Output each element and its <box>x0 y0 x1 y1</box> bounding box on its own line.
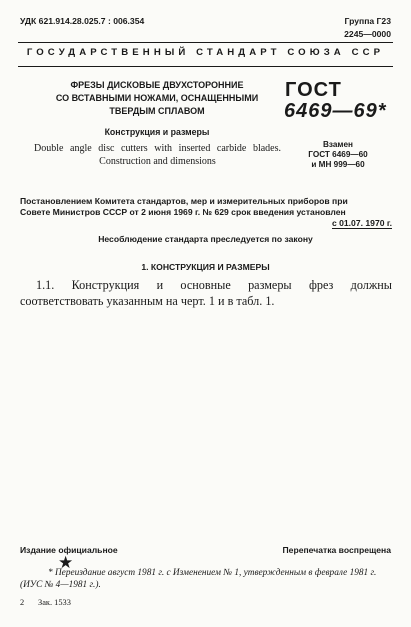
section-heading: 1. КОНСТРУКЦИЯ И РАЗМЕРЫ <box>141 262 270 272</box>
non-observance-notice: Несоблюдение стандарта преследуется по закону <box>98 234 313 244</box>
bottom-rule <box>18 66 393 67</box>
replacement-label: Взамен <box>323 140 353 149</box>
document-subtitle: Конструкция и размеры <box>104 127 210 137</box>
replacement-block <box>298 140 378 170</box>
introduction-date: с 01.07. 1970 г. <box>331 218 392 228</box>
decree-line: Совете Министров СССР от 2 июня 1969 г. № 629 срок введения установлен <box>20 207 346 217</box>
classification-group: Группа Г23 <box>344 16 391 26</box>
gost-label: ГОСТ <box>285 79 342 101</box>
udk-code: УДК 621.914.28.025.7 : 006.354 <box>20 16 145 26</box>
reissue-note: * Переиздание август 1981 г. с Изменением № 1, утвержденным в феврале 1981 г. (ИУС № 4—1981 г.). <box>20 568 377 590</box>
state-standard-banner: ГОСУДАРСТВЕННЫЙ СТАНДАРТ СОЮЗА ССР <box>26 47 385 58</box>
decree-block <box>20 196 392 229</box>
document-title <box>52 79 262 118</box>
top-rule <box>18 42 393 43</box>
page-number: 2 <box>20 598 25 607</box>
reprint-prohibited-label: Перепечатка воспрещена <box>282 545 391 555</box>
title-line: ТВЕРДЫМ СПЛАВОМ <box>109 106 205 116</box>
decree-line: Постановлением Комитета стандартов, мер и измерительных приборов при <box>20 196 348 206</box>
gost-number: 6469—69* <box>284 100 387 122</box>
replacement-line: и МН 999—60 <box>311 160 365 169</box>
title-line: ФРЕЗЫ ДИСКОВЫЕ ДВУХСТОРОННИЕ <box>70 80 244 90</box>
order-number: Зак. 1533 <box>38 598 71 607</box>
official-edition-label: Издание официальное <box>20 545 118 555</box>
star-icon: ★ <box>58 553 74 572</box>
section-paragraph: 1.1. Конструкция и основные размеры фрез должны соответствовать указанным на черт. 1 и в табл. 1. <box>20 278 392 308</box>
replacement-line: ГОСТ 6469—60 <box>308 150 368 159</box>
english-title: Double angle disc cutters with inserted carbide blades. Construction and dimensions <box>34 143 281 167</box>
classification-number: 2245—0000 <box>344 29 391 39</box>
title-line: СО ВСТАВНЫМИ НОЖАМИ, ОСНАЩЕННЫМИ <box>55 93 259 103</box>
